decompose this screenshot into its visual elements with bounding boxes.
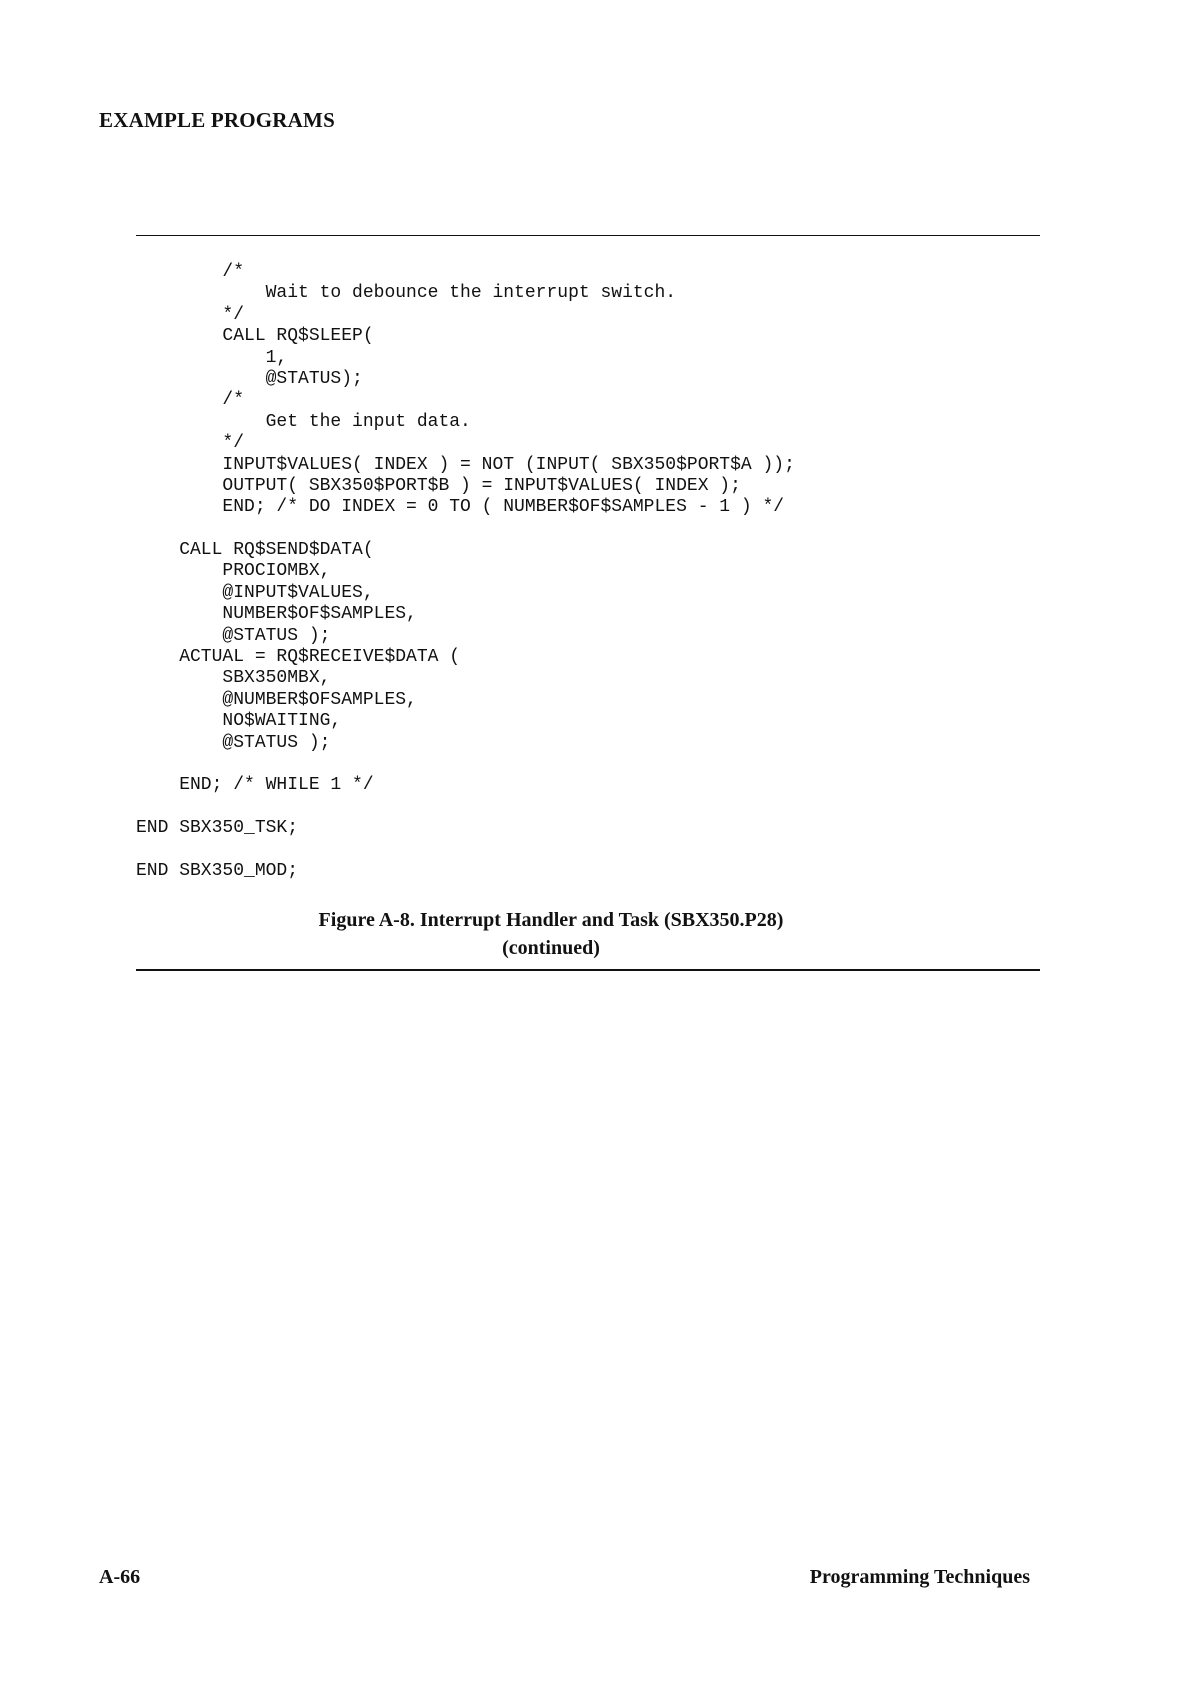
code-line: ACTUAL = RQ$RECEIVE$DATA ( bbox=[136, 647, 461, 668]
top-rule bbox=[136, 235, 1040, 236]
chapter-title: Programming Techniques bbox=[809, 1566, 1030, 1588]
section-header: EXAMPLE PROGRAMS bbox=[99, 108, 335, 132]
code-line bbox=[136, 754, 795, 775]
code-line: /* bbox=[136, 390, 245, 411]
code-line: NO$WAITING, bbox=[136, 711, 342, 732]
code-line: OUTPUT( SBX350$PORT$B ) = INPUT$VALUES( INDEX ); bbox=[136, 475, 741, 496]
code-line: CALL RQ$SEND$DATA( bbox=[136, 540, 374, 561]
code-line: @INPUT$VALUES, bbox=[136, 582, 374, 603]
code-line: Wait to debounce the interrupt switch. bbox=[136, 283, 677, 304]
code-line: END SBX350_TSK; bbox=[136, 818, 299, 839]
code-line bbox=[136, 519, 795, 540]
code-line: END; /* DO INDEX = 0 TO ( NUMBER$OF$SAMPLES - 1 ) */ bbox=[136, 497, 785, 518]
code-line: END SBX350_MOD; bbox=[136, 860, 299, 881]
code-line: /* bbox=[136, 262, 245, 282]
code-line: PROCIOMBX, bbox=[136, 561, 331, 582]
code-line: */ bbox=[136, 304, 245, 325]
bottom-rule bbox=[136, 969, 1040, 971]
code-line: */ bbox=[136, 433, 245, 454]
code-line: INPUT$VALUES( INDEX ) = NOT (INPUT( SBX350$PORT$A )); bbox=[136, 454, 795, 475]
code-line: @STATUS ); bbox=[136, 732, 331, 753]
code-line: @NUMBER$OFSAMPLES, bbox=[136, 689, 417, 710]
code-line: END; /* WHILE 1 */ bbox=[136, 775, 374, 796]
figure-caption-continued: (continued) bbox=[502, 937, 600, 959]
code-line bbox=[136, 797, 795, 818]
page-number: A-66 bbox=[99, 1566, 141, 1588]
code-line: SBX350MBX, bbox=[136, 668, 331, 689]
code-line: @STATUS ); bbox=[136, 625, 331, 646]
figure-caption-title: Figure A-8. Interrupt Handler and Task (SBX350.P28) bbox=[318, 909, 784, 931]
figure-caption bbox=[136, 906, 966, 962]
code-line: 1, bbox=[136, 347, 288, 368]
code-line: CALL RQ$SLEEP( bbox=[136, 326, 374, 347]
code-line: @STATUS); bbox=[136, 368, 363, 389]
code-line: Get the input data. bbox=[136, 411, 471, 432]
code-line: NUMBER$OF$SAMPLES, bbox=[136, 604, 417, 625]
code-listing bbox=[136, 262, 795, 882]
code-line bbox=[136, 840, 795, 861]
